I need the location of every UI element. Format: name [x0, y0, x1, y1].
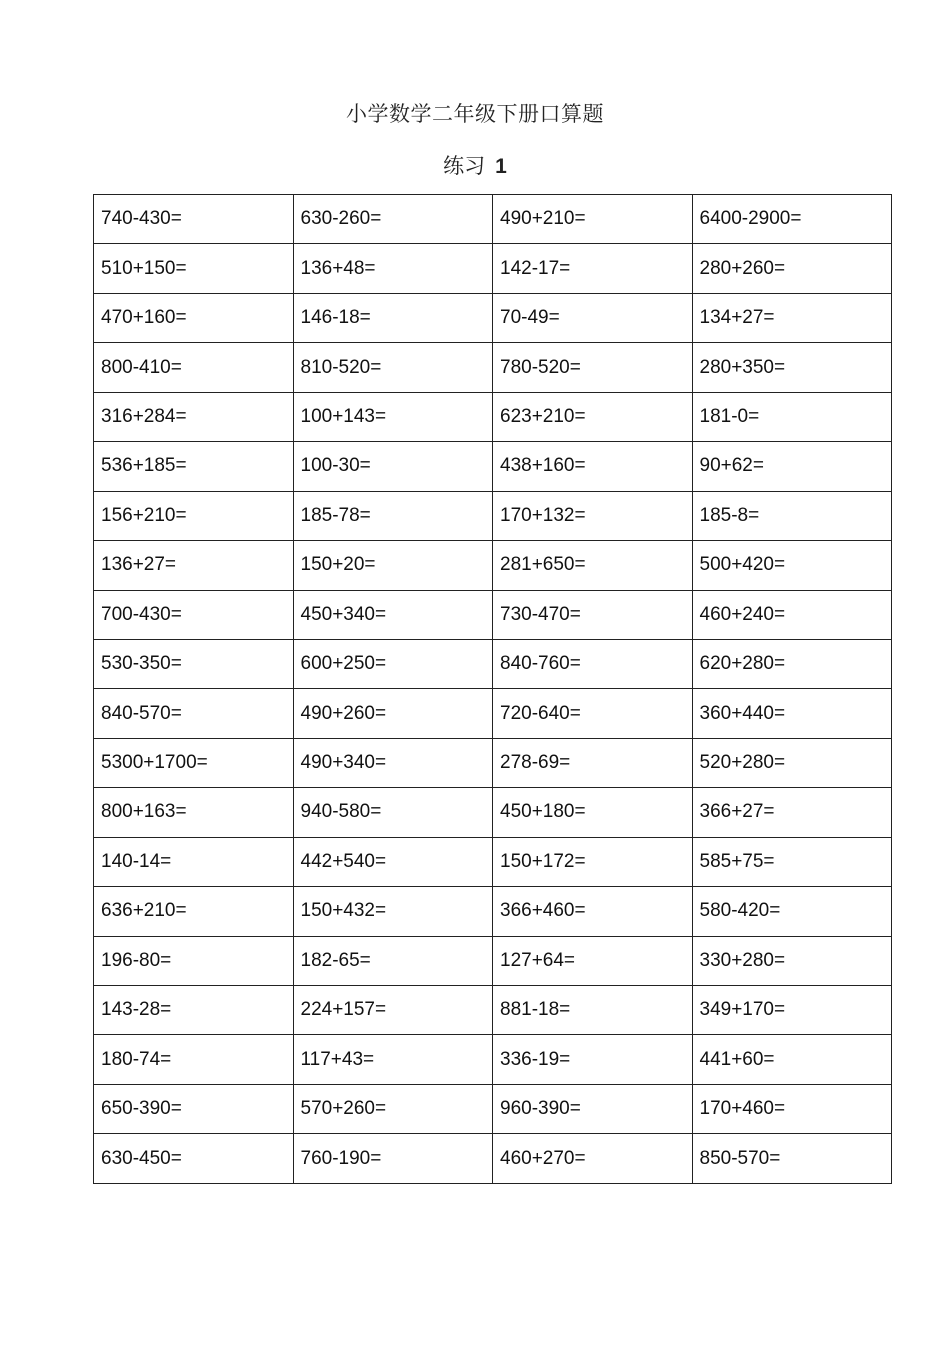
problem-cell: 960-390= — [493, 1084, 693, 1133]
problem-cell: 136+48= — [293, 244, 493, 293]
exercise-label: 练习 — [443, 154, 486, 178]
problem-cell: 170+460= — [692, 1084, 892, 1133]
problem-cell: 438+160= — [493, 442, 693, 491]
problem-cell: 185-78= — [293, 491, 493, 540]
page-title: 小学数学二年级下册口算题 — [346, 102, 604, 126]
problem-cell: 520+280= — [692, 738, 892, 787]
problem-cell: 146-18= — [293, 293, 493, 342]
problem-cell: 349+170= — [692, 986, 892, 1035]
table-row — [94, 541, 892, 590]
problem-cell: 720-640= — [493, 689, 693, 738]
problem-cell: 5300+1700= — [94, 738, 294, 787]
problem-cell: 150+172= — [493, 837, 693, 886]
table-row — [94, 788, 892, 837]
problem-cell: 127+64= — [493, 936, 693, 985]
problem-cell: 800+163= — [94, 788, 294, 837]
problem-cell: 134+27= — [692, 293, 892, 342]
problem-cell: 585+75= — [692, 837, 892, 886]
problem-cell: 142-17= — [493, 244, 693, 293]
problem-cell: 810-520= — [293, 343, 493, 392]
problem-cell: 316+284= — [94, 392, 294, 441]
problem-cell: 366+460= — [493, 887, 693, 936]
problem-cell: 620+280= — [692, 639, 892, 688]
problem-cell: 70-49= — [493, 293, 693, 342]
problem-cell: 730-470= — [493, 590, 693, 639]
problem-cell: 156+210= — [94, 491, 294, 540]
problem-cell: 630-260= — [293, 195, 493, 244]
problem-cell: 460+240= — [692, 590, 892, 639]
problem-cell: 460+270= — [493, 1134, 693, 1183]
problem-cell: 181-0= — [692, 392, 892, 441]
problem-cell: 360+440= — [692, 689, 892, 738]
problem-cell: 490+260= — [293, 689, 493, 738]
problem-cell: 450+180= — [493, 788, 693, 837]
problem-cell: 580-420= — [692, 887, 892, 936]
problem-cell: 780-520= — [493, 343, 693, 392]
problem-cell: 623+210= — [493, 392, 693, 441]
exercise-number: 1 — [495, 155, 507, 178]
problem-cell: 117+43= — [293, 1035, 493, 1084]
problem-cell: 536+185= — [94, 442, 294, 491]
problem-cell: 840-570= — [94, 689, 294, 738]
problem-cell: 336-19= — [493, 1035, 693, 1084]
problem-cell: 510+150= — [94, 244, 294, 293]
problem-cell: 636+210= — [94, 887, 294, 936]
table-row — [94, 887, 892, 936]
table-row — [94, 986, 892, 1035]
problem-cell: 450+340= — [293, 590, 493, 639]
problem-cell: 470+160= — [94, 293, 294, 342]
problem-cell: 100+143= — [293, 392, 493, 441]
table-row — [94, 1035, 892, 1084]
table-row — [94, 1084, 892, 1133]
table-row — [94, 491, 892, 540]
table-row — [94, 590, 892, 639]
table-row — [94, 293, 892, 342]
table-row — [94, 343, 892, 392]
table-row — [94, 738, 892, 787]
problem-cell: 940-580= — [293, 788, 493, 837]
table-row — [94, 1134, 892, 1183]
problem-cell: 180-74= — [94, 1035, 294, 1084]
problem-cell: 150+20= — [293, 541, 493, 590]
problem-cell: 143-28= — [94, 986, 294, 1035]
table-row — [94, 442, 892, 491]
problem-cell: 140-14= — [94, 837, 294, 886]
problem-cell: 136+27= — [94, 541, 294, 590]
table-row — [94, 639, 892, 688]
problem-cell: 441+60= — [692, 1035, 892, 1084]
problem-cell: 570+260= — [293, 1084, 493, 1133]
problem-table — [93, 194, 892, 1184]
problem-cell: 281+650= — [493, 541, 693, 590]
problem-cell: 330+280= — [692, 936, 892, 985]
problem-cell: 840-760= — [493, 639, 693, 688]
problem-cell: 366+27= — [692, 788, 892, 837]
problem-cell: 630-450= — [94, 1134, 294, 1183]
table-row — [94, 244, 892, 293]
table-row — [94, 392, 892, 441]
problem-cell: 185-8= — [692, 491, 892, 540]
table-row — [94, 195, 892, 244]
table-row — [94, 936, 892, 985]
problem-cell: 100-30= — [293, 442, 493, 491]
table-row — [94, 689, 892, 738]
problem-cell: 170+132= — [493, 491, 693, 540]
problem-cell: 650-390= — [94, 1084, 294, 1133]
table-row — [94, 837, 892, 886]
problem-cell: 740-430= — [94, 195, 294, 244]
problem-cell: 530-350= — [94, 639, 294, 688]
problem-cell: 280+350= — [692, 343, 892, 392]
problem-cell: 196-80= — [94, 936, 294, 985]
problem-cell: 90+62= — [692, 442, 892, 491]
problem-cell: 800-410= — [94, 343, 294, 392]
problem-cell: 278-69= — [493, 738, 693, 787]
problem-cell: 6400-2900= — [692, 195, 892, 244]
problem-cell: 850-570= — [692, 1134, 892, 1183]
problem-cell: 700-430= — [94, 590, 294, 639]
problem-cell: 150+432= — [293, 887, 493, 936]
problem-cell: 280+260= — [692, 244, 892, 293]
problem-cell: 600+250= — [293, 639, 493, 688]
problem-cell: 760-190= — [293, 1134, 493, 1183]
problem-cell: 500+420= — [692, 541, 892, 590]
problem-cell: 490+210= — [493, 195, 693, 244]
exercise-subtitle — [0, 150, 950, 180]
problem-cell: 224+157= — [293, 986, 493, 1035]
problem-cell: 881-18= — [493, 986, 693, 1035]
problem-table-body — [94, 195, 892, 1184]
problem-cell: 490+340= — [293, 738, 493, 787]
problem-cell: 182-65= — [293, 936, 493, 985]
problem-cell: 442+540= — [293, 837, 493, 886]
